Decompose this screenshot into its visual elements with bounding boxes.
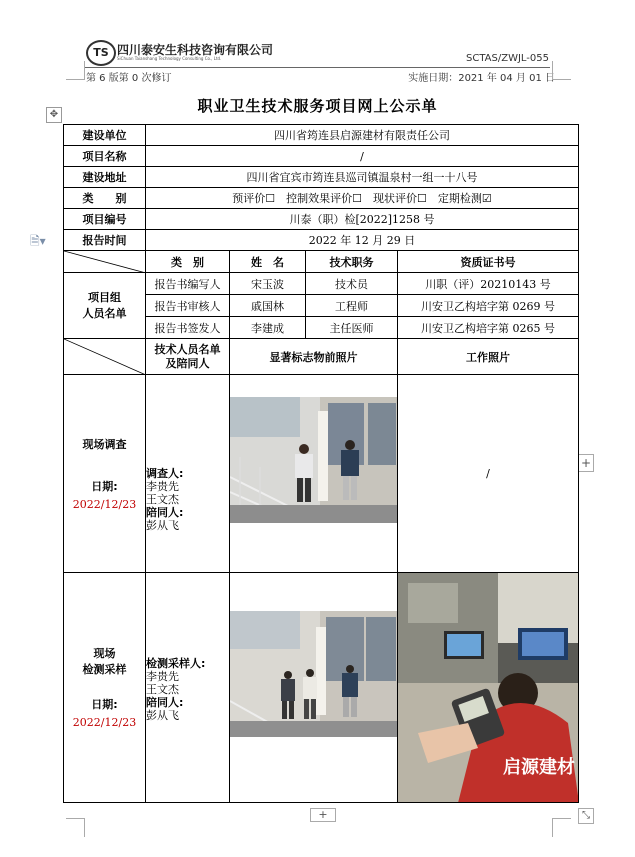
survey-label-cell [64, 375, 146, 573]
crop-mark [552, 818, 571, 837]
survey-work-photo[interactable]: / [398, 375, 579, 573]
staff-title[interactable]: 技术员 [306, 273, 398, 295]
category-value[interactable]: 预评价☐ 控制效果评价☐ 现状评价☐ 定期检测☑ [146, 188, 579, 209]
staff-header-role: 类 别 [146, 251, 230, 273]
photo-header-landmark: 显著标志物前照片 [230, 339, 398, 375]
staff-role[interactable]: 报告书签发人 [146, 317, 230, 339]
vest-text: 启源建材 [503, 757, 575, 778]
sampling-date: 2022/12/23 [72, 716, 137, 729]
investigator-label: 调查人: [146, 467, 184, 480]
implementation-date: 实施日期：2021 年 04 月 01 日 [408, 73, 555, 84]
survey-landmark-photo-cell [230, 375, 398, 573]
diagonal-cell [64, 251, 146, 273]
time-label: 报告时间 [64, 230, 146, 251]
sampling-date-label: 日期: [91, 698, 118, 711]
company-logo: TS [86, 40, 116, 66]
survey-landmark-photo[interactable] [230, 397, 398, 523]
companion-label: 陪同人: [146, 506, 184, 519]
unit-label: 建设单位 [64, 125, 146, 146]
staff-header-cert: 资质证书号 [398, 251, 579, 273]
sampling-label-cell [64, 573, 146, 803]
sampling-work-photo[interactable] [398, 573, 579, 803]
crop-mark [66, 818, 85, 837]
document-code: SCTAS/ZWJL-055 [466, 53, 549, 64]
diagonal-cell [64, 339, 146, 375]
staff-cert[interactable]: 川安卫乙构培字第 0265 号 [398, 317, 579, 339]
table-resize-handle[interactable]: ⤡ [578, 808, 594, 824]
revision-text: 第 6 版第 0 次修订 [86, 73, 172, 84]
sampling-landmark-photo-cell [230, 573, 398, 803]
investigator-name: 王文杰 [146, 493, 179, 506]
time-value[interactable]: 2022 年 12 月 29 日 [146, 230, 579, 251]
sampling-staff-cell[interactable] [146, 573, 230, 803]
sampler-name: 王文杰 [146, 683, 179, 696]
company-name: 四川泰安生科技咨询有限公司 [117, 43, 274, 57]
sampling-label: 现场 检测采样 [82, 647, 127, 676]
staff-name[interactable]: 李建成 [230, 317, 306, 339]
investigator-name: 李贵先 [146, 480, 179, 493]
staff-name[interactable]: 戚国林 [230, 295, 306, 317]
company-name-en: SiChuan Taianshang Technology Consulting Co., Ltd. [117, 56, 222, 61]
photo-header-work: 工作照片 [398, 339, 579, 375]
survey-staff-cell[interactable] [146, 375, 230, 573]
companion-name: 彭从飞 [146, 709, 179, 722]
staff-title[interactable]: 主任医师 [306, 317, 398, 339]
staff-role[interactable]: 报告书审核人 [146, 295, 230, 317]
header-divider [84, 67, 550, 68]
staff-role[interactable]: 报告书编写人 [146, 273, 230, 295]
publicity-table [63, 124, 579, 803]
sampling-work-photo-cell [398, 573, 579, 803]
survey-date: 2022/12/23 [72, 498, 137, 511]
staff-group-label: 项目组 人员名单 [64, 273, 146, 339]
survey-date-label: 日期: [91, 480, 118, 493]
number-value[interactable]: 川泰（职）检[2022]1258 号 [146, 209, 579, 230]
page-title: 职业卫生技术服务项目网上公示单 [197, 97, 438, 115]
add-column-button[interactable]: + [578, 454, 594, 472]
sampling-landmark-photo[interactable] [230, 611, 398, 737]
project-label: 项目名称 [64, 146, 146, 167]
document-options-icon[interactable]: 🗎▾ [30, 234, 46, 248]
address-label: 建设地址 [64, 167, 146, 188]
staff-title[interactable]: 工程师 [306, 295, 398, 317]
survey-label: 现场调查 [82, 438, 127, 451]
table-move-handle[interactable]: ✥ [46, 107, 62, 123]
staff-cert[interactable]: 川安卫乙构培字第 0269 号 [398, 295, 579, 317]
crop-mark [552, 61, 571, 80]
staff-header-name: 姓 名 [230, 251, 306, 273]
unit-value[interactable]: 四川省筠连县启源建材有限责任公司 [146, 125, 579, 146]
add-row-button[interactable]: + [310, 808, 336, 822]
staff-cert[interactable]: 川职（评）20210143 号 [398, 273, 579, 295]
crop-mark [66, 61, 85, 80]
address-value[interactable]: 四川省宜宾市筠连县巡司镇温泉村一组一十八号 [146, 167, 579, 188]
sampler-name: 李贵先 [146, 670, 179, 683]
photo-header-staff: 技术人员名单 及陪同人 [146, 339, 230, 375]
staff-name[interactable]: 宋玉波 [230, 273, 306, 295]
category-label: 类 别 [64, 188, 146, 209]
companion-label: 陪同人: [146, 696, 184, 709]
staff-header-title: 技术职务 [306, 251, 398, 273]
sampler-label: 检测采样人: [146, 657, 206, 670]
companion-name: 彭从飞 [146, 519, 179, 532]
project-value[interactable]: / [146, 146, 579, 167]
number-label: 项目编号 [64, 209, 146, 230]
